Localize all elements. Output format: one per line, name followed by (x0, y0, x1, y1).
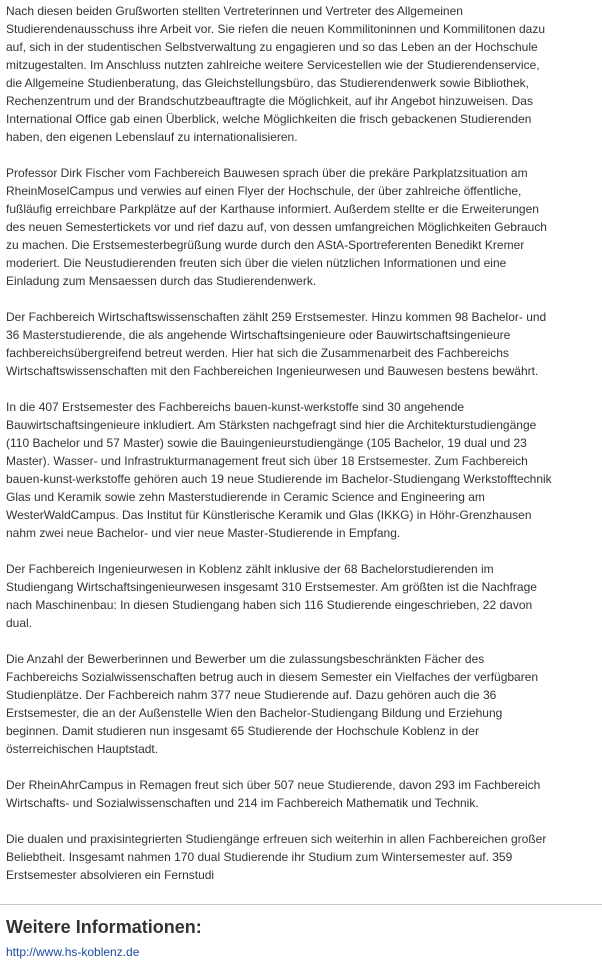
more-info-heading: Weitere Informationen: (6, 917, 202, 937)
paragraph-parkplatzsituation: Professor Dirk Fischer vom Fachbereich Bauwesen sprach über die prekäre Parkplatzsituation am RheinMoselCampus und verwies auf einen Flyer der Hochschule, der über zahlreiche öffentliche, fußläufig erreichbare Parkplätze auf der Karthause informiert. Außerdem stellte er die Erweiterungen des neuen Semestertickets vor und rief dazu auf, von dessen umfangreichen Möglichkeiten Gebrauch zu machen. Die Erstsemesterbegrüßung wurde durch den AStA-Sportreferenten Benedikt Kremer moderiert. Die Neustudierenden freuten sich über die vielen nützlichen Informationen und eine Einladung zum Mensaessen durch das Studierendenwerk. (6, 166, 547, 288)
paragraph-bauen-kunst-werkstoffe: In die 407 Erstsemester des Fachbereichs bauen-kunst-werkstoffe sind 30 angehende Bauwirtschaftsingenieure inkludiert. Am Stärksten nachgefragt sind hier die Architekturstudiengänge (110 Bachelor und 57 Master) sowie die Bauingenieurstudiengänge (105 Bachelor, 19 dual und 23 Master). Wasser- und Infrastrukturmanagement freut sich über 18 Erstsemester. Zum Fachbereich bauen-kunst-werkstoffe gehören auch 19 neue Studierende im Bachelor-Studiengang Werkstofftechnik Glas und Keramik sowie zehn Masterstudierende in Ceramic Science and Engineering am WesterWaldCampus. Das Institut für Künstlerische Keramik und Glas (IKKG) in Höhr-Grenzhausen nahm zwei neue Bachelor- und vier neue Master-Studierende in Empfang. (6, 400, 552, 540)
paragraph-grussworte: Nach diesen beiden Grußworten stellten Vertreterinnen und Vertreter des Allgemeinen Studierendenausschuss ihre Arbeit vor. Sie riefen die neuen Kommilitoninnen und Kommilitonen dazu auf, sich in der studentischen Selbstverwaltung zu engagieren und so das Leben an der Hochschule mitzugestalten. Im Anschluss nutzten zahlreiche weitere Servicestellen wie der Studierendenservice, die Allgemeine Studienberatung, das Gleichstellungsbüro, das Studierendenwerk sowie Bibliothek, Rechenzentrum und der Brandschutzbeauftragte die Möglichkeit, auf ihr Angebot hinzuweisen. Das International Office gab einen Überblick, welche Möglichkeiten die frisch gebackenen Studierenden haben, den eigenen Lebenslauf zu internationalisieren. (6, 4, 545, 144)
hs-koblenz-link[interactable]: http://www.hs-koblenz.de (6, 945, 140, 959)
section-divider (0, 904, 602, 905)
paragraph-duale-studiengaenge: Die dualen und praxisintegrierten Studiengänge erfreuen sich weiterhin in allen Fachbereichen großer Beliebtheit. Insgesamt nahmen 170 dual Studierende ihr Studium zum Wintersemester auf. 359 Erstsemester absolvieren ein Fernstudi (6, 832, 547, 882)
paragraph-sozialwissenschaften: Die Anzahl der Bewerberinnen und Bewerber um die zulassungsbeschränkten Fächer des Fachbereichs Sozialwissenschaften betrug auch in diesem Semester ein Vielfaches der verfügbaren Studienplätze. Der Fachbereich nahm 377 neue Studierende auf. Dazu gehören auch die 36 Erstsemester, die an der Außenstelle Wien den Bachelor-Studiengang Bildung und Erziehung beginnen. Damit studieren nun insgesamt 65 Studierende der Hochschule Koblenz in der österreichischen Hauptstadt. (6, 652, 539, 756)
paragraph-ingenieurwesen: Der Fachbereich Ingenieurwesen in Koblenz zählt inklusive der 68 Bachelorstudierenden im Studiengang Wirtschaftsingenieurwesen insgesamt 310 Erstsemester. Am größten ist die Nachfrage nach Maschinenbau: In diesen Studiengang haben sich 116 Studierende eingeschrieben, 22 davon dual. (6, 562, 537, 630)
paragraph-rheinahrcampus: Der RheinAhrCampus in Remagen freut sich über 507 neue Studierende, davon 293 im Fachbereich Wirtschafts- und Sozialwissenschaften und 214 im Fachbereich Mathematik und Technik. (6, 778, 541, 810)
article-body (6, 2, 598, 902)
paragraph-wirtschaftswissenschaften: Der Fachbereich Wirtschaftswissenschaften zählt 259 Erstsemester. Hinzu kommen 98 Bachelor- und 36 Masterstudierende, die als angehende Wirtschaftsingenieure oder Bauwirtschaftsingenieure fachbereichsübergreifend betreut werden. Hier hat sich die Zusammenarbeit des Fachbereichs Wirtschaftswissenschaften mit den Fachbereichen Ingenieurwesen und Bauwesen bestens bewährt. (6, 310, 547, 378)
